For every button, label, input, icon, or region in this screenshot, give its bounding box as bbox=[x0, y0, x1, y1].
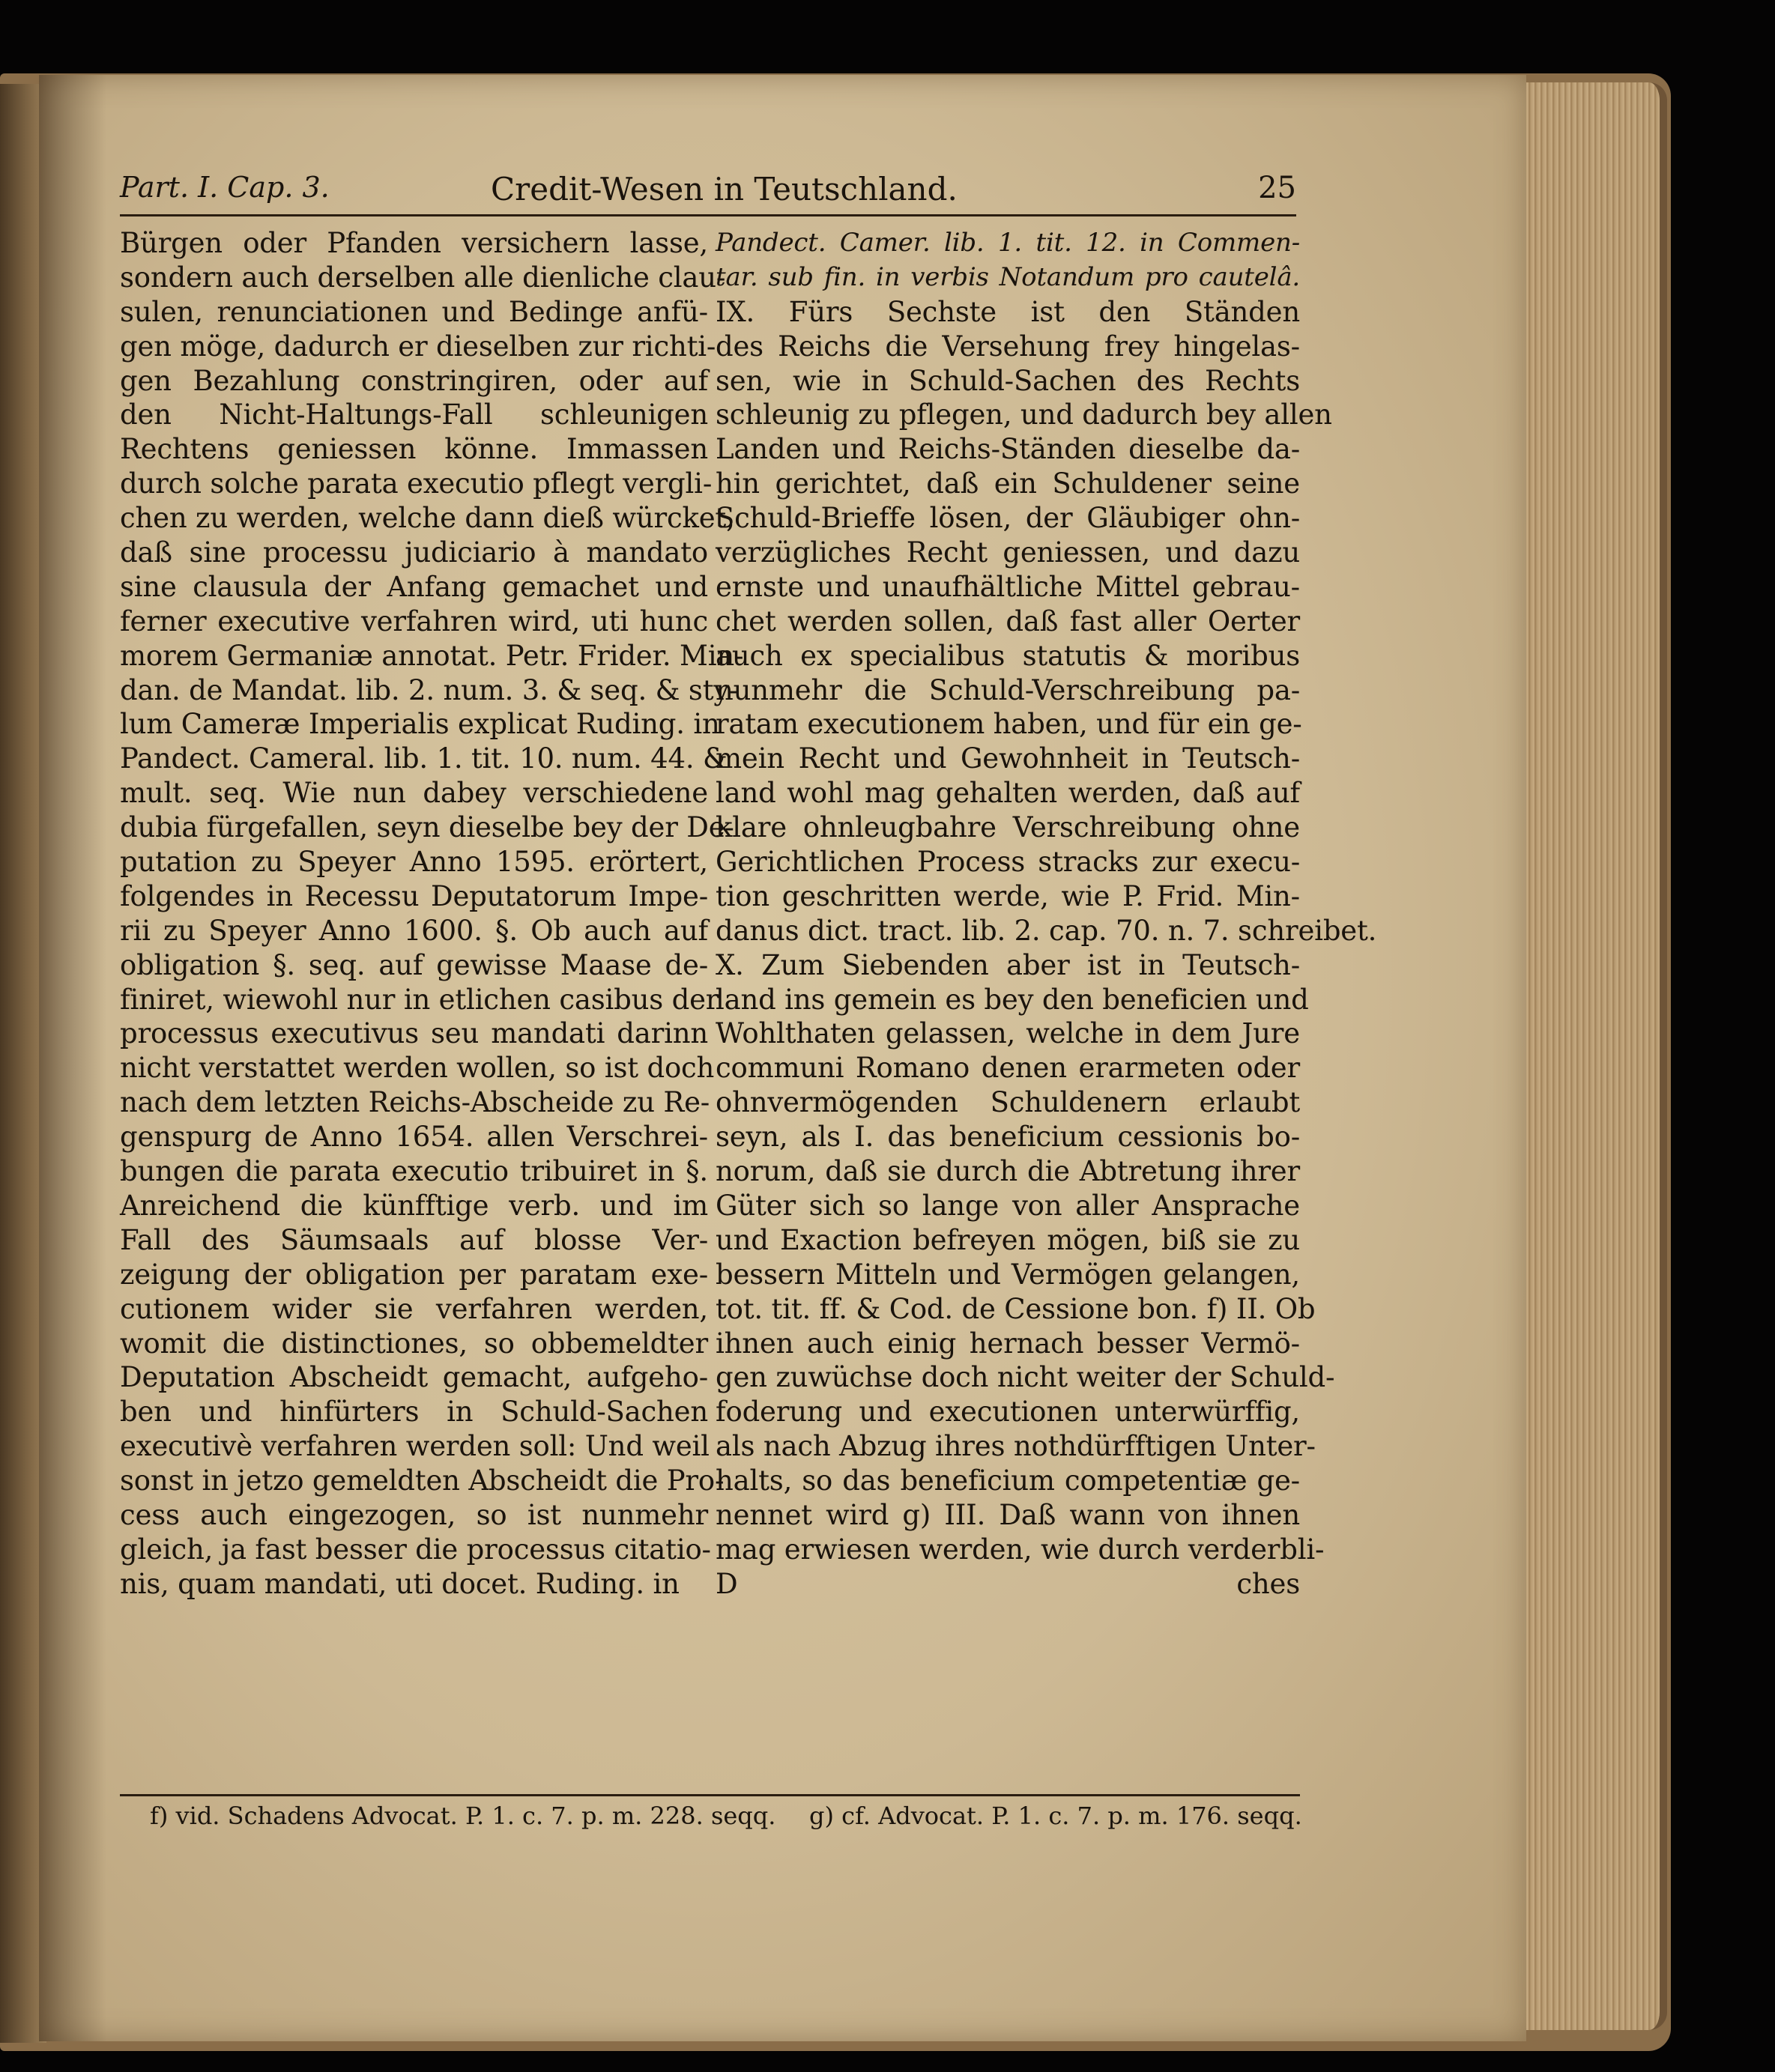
text-line: rii zu Speyer Anno 1600. §. Ob auch auf bbox=[120, 914, 708, 947]
left-column bbox=[120, 226, 744, 1777]
text-line: foderung und executionen unterwürffig, bbox=[716, 1396, 1300, 1429]
text-line: Deputation Abscheidt gemacht, aufgeho- bbox=[120, 1361, 708, 1394]
running-header bbox=[120, 171, 1296, 213]
text-line: nennet wird g) III. Daß wann von ihnen bbox=[716, 1498, 1300, 1531]
footnote-g: g) cf. Advocat. P. 1. c. 7. p. m. 176. seqq. bbox=[809, 1802, 1302, 1830]
text-line: executivè verfahren werden soll: Und weil bbox=[120, 1430, 710, 1463]
text-line: auch ex specialibus statutis & moribus bbox=[716, 639, 1300, 672]
text-line: ernste und unaufhältliche Mittel gebrau- bbox=[716, 570, 1300, 603]
text-line: dubia fürgefallen, seyn dieselbe bey der De- bbox=[120, 811, 734, 844]
text-line: sonst in jetzo gemeldten Abscheidt die Pro- bbox=[120, 1464, 725, 1497]
text-line: gleich, ja fast besser die processus citatio- bbox=[120, 1533, 711, 1566]
text-line: verzügliches Recht geniessen, und dazu bbox=[716, 536, 1300, 569]
page-edges bbox=[1514, 82, 1667, 2030]
footnotes bbox=[150, 1802, 1302, 1836]
header-rule bbox=[120, 214, 1296, 216]
text-line: hin gerichtet, daß ein Schuldener seine bbox=[716, 467, 1300, 500]
text-line: Schuld-Brieffe lösen, der Gläubiger ohn- bbox=[716, 502, 1300, 535]
text-line: processus executivus seu mandati darinn bbox=[120, 1017, 708, 1050]
text-line: den Nicht-Haltungs-Fall schleunigen bbox=[120, 399, 708, 431]
text-line: nicht verstattet werden wollen, so ist doch bbox=[120, 1052, 715, 1085]
text-line: ferner executive verfahren wird, uti hunc bbox=[120, 605, 708, 637]
footnote-f: f) vid. Schadens Advocat. P. 1. c. 7. p. m. 228. seqq. bbox=[150, 1802, 776, 1830]
text-line: Pandect. Cameral. lib. 1. tit. 10. num. 44. & bbox=[120, 742, 728, 775]
text-line: womit die distinctiones, so obbemeldter bbox=[120, 1327, 708, 1360]
text-line: zeigung der obligation per paratam exe- bbox=[120, 1258, 708, 1291]
footnote-rule bbox=[120, 1794, 1300, 1796]
text-line: bungen die parata executio tribuiret in §. bbox=[120, 1155, 708, 1188]
text-line: D ches bbox=[716, 1567, 1300, 1600]
text-line: putation zu Speyer Anno 1595. erörtert, bbox=[120, 846, 708, 879]
text-line: als nach Abzug ihres nothdürfftigen Unter- bbox=[716, 1430, 1316, 1463]
text-line: Pandect. Camer. lib. 1. tit. 12. in Commen- bbox=[716, 228, 1300, 258]
text-line: mult. seq. Wie nun dabey verschiedene bbox=[120, 777, 708, 810]
text-line: ohnvermögenden Schuldenern erlaubt bbox=[716, 1086, 1300, 1119]
text-line: sen, wie in Schuld-Sachen des Rechts bbox=[716, 364, 1300, 397]
text-line: des Reichs die Versehung frey hingelas- bbox=[716, 330, 1300, 363]
text-line: gen Bezahlung constringiren, oder auf bbox=[120, 364, 708, 397]
right-column bbox=[716, 226, 1377, 1777]
text-line: sulen, renunciationen und Bedinge anfü- bbox=[120, 295, 708, 328]
text-line: tion geschritten werde, wie P. Frid. Min- bbox=[716, 879, 1300, 912]
text-line: nis, quam mandati, uti docet. Ruding. in bbox=[120, 1567, 680, 1600]
text-line: morem Germaniæ annotat. Petr. Frider. Min- bbox=[120, 639, 744, 672]
text-line: communi Romano denen erarmeten oder bbox=[716, 1052, 1300, 1085]
header-title: Credit-Wesen in Teutschland. bbox=[491, 171, 958, 207]
text-line: Güter sich so lange von aller Ansprache bbox=[716, 1189, 1300, 1222]
text-line: X. Zum Siebenden aber ist in Teutsch- bbox=[716, 948, 1300, 981]
text-line: Rechtens geniessen könne. Immassen bbox=[120, 433, 708, 466]
text-line: schleunig zu pflegen, und dadurch bey allen bbox=[716, 399, 1332, 431]
text-line: genspurg de Anno 1654. allen Verschrei- bbox=[120, 1121, 708, 1154]
text-line: Gerichtlichen Process stracks zur execu- bbox=[716, 846, 1300, 879]
text-line: und Exaction befreyen mögen, biß sie zu bbox=[716, 1223, 1300, 1256]
text-line: folgendes in Recessu Deputatorum Impe- bbox=[120, 879, 708, 912]
text-line: halts, so das beneficium competentiæ ge- bbox=[716, 1464, 1300, 1497]
text-line: bessern Mitteln und Vermögen gelangen, bbox=[716, 1258, 1300, 1291]
text-line: sondern auch derselben alle dienliche clau- bbox=[120, 261, 726, 294]
text-line: durch solche parata executio pflegt vergli- bbox=[120, 467, 713, 500]
text-line: tot. tit. ff. & Cod. de Cessione bon. f) II. Ob bbox=[716, 1292, 1316, 1325]
text-line: gen zuwüchse doch nicht weiter der Schuld- bbox=[716, 1361, 1335, 1394]
text-line: Wohlthaten gelassen, welche in dem Jure bbox=[716, 1017, 1300, 1050]
gutter-shadow bbox=[39, 75, 106, 2041]
text-line: finiret, wiewohl nur in etlichen casibus der bbox=[120, 983, 719, 1016]
text-line: tar. sub fin. in verbis Notandum pro cautelâ. bbox=[716, 261, 1300, 292]
text-line: Landen und Reichs-Ständen dieselbe da- bbox=[716, 433, 1300, 466]
text-line: gen möge, dadurch er dieselben zur richti- bbox=[120, 330, 716, 363]
text-line: lum Cameræ Imperialis explicat Ruding. in bbox=[120, 708, 720, 741]
text-line: ratam executionem haben, und für ein ge- bbox=[716, 708, 1302, 741]
text-line: sine clausula der Anfang gemachet und bbox=[120, 570, 708, 603]
text-line: norum, daß sie durch die Abtretung ihrer bbox=[716, 1155, 1300, 1188]
text-line: ben und hinfürters in Schuld-Sachen bbox=[120, 1396, 708, 1429]
text-line: Anreichend die künfftige verb. und im bbox=[120, 1189, 708, 1222]
text-line: mag erwiesen werden, wie durch verderbli- bbox=[716, 1533, 1325, 1566]
text-line: mein Recht und Gewohnheit in Teutsch- bbox=[716, 742, 1300, 775]
text-line: danus dict. tract. lib. 2. cap. 70. n. 7. schreibet. bbox=[716, 914, 1377, 947]
text-line: IX. Fürs Sechste ist den Ständen bbox=[716, 295, 1300, 328]
text-line: Fall des Säumsaals auf blosse Ver- bbox=[120, 1223, 708, 1256]
text-line: Bürgen oder Pfanden versichern lasse, bbox=[120, 227, 708, 259]
text-line: chen zu werden, welche dann dieß würcket, bbox=[120, 502, 735, 535]
text-line: nunmehr die Schuld-Verschreibung pa- bbox=[716, 673, 1300, 706]
text-line: nach dem letzten Reichs-Abscheide zu Re- bbox=[120, 1086, 710, 1119]
text-line: cutionem wider sie verfahren werden, bbox=[120, 1292, 708, 1325]
text-line: seyn, als I. das beneficium cessionis bo- bbox=[716, 1121, 1300, 1154]
text-line: dan. de Mandat. lib. 2. num. 3. & seq. & sty- bbox=[120, 673, 739, 706]
header-part-chapter: Part. I. Cap. 3. bbox=[120, 171, 330, 204]
text-line: ihnen auch einig hernach besser Vermö- bbox=[716, 1327, 1300, 1360]
text-line: obligation §. seq. auf gewisse Maase de- bbox=[120, 948, 708, 981]
text-line: klare ohnleugbahre Verschreibung ohne bbox=[716, 811, 1300, 844]
text-line: daß sine processu judiciario à mandato bbox=[120, 536, 708, 569]
text-line: chet werden sollen, daß fast aller Oerter bbox=[716, 605, 1300, 637]
text-line: land ins gemein es bey den beneficien und bbox=[716, 983, 1309, 1016]
text-line: cess auch eingezogen, so ist nunmehr bbox=[120, 1498, 708, 1531]
text-line: land wohl mag gehalten werden, daß auf bbox=[716, 777, 1300, 810]
page-number: 25 bbox=[1258, 171, 1296, 205]
